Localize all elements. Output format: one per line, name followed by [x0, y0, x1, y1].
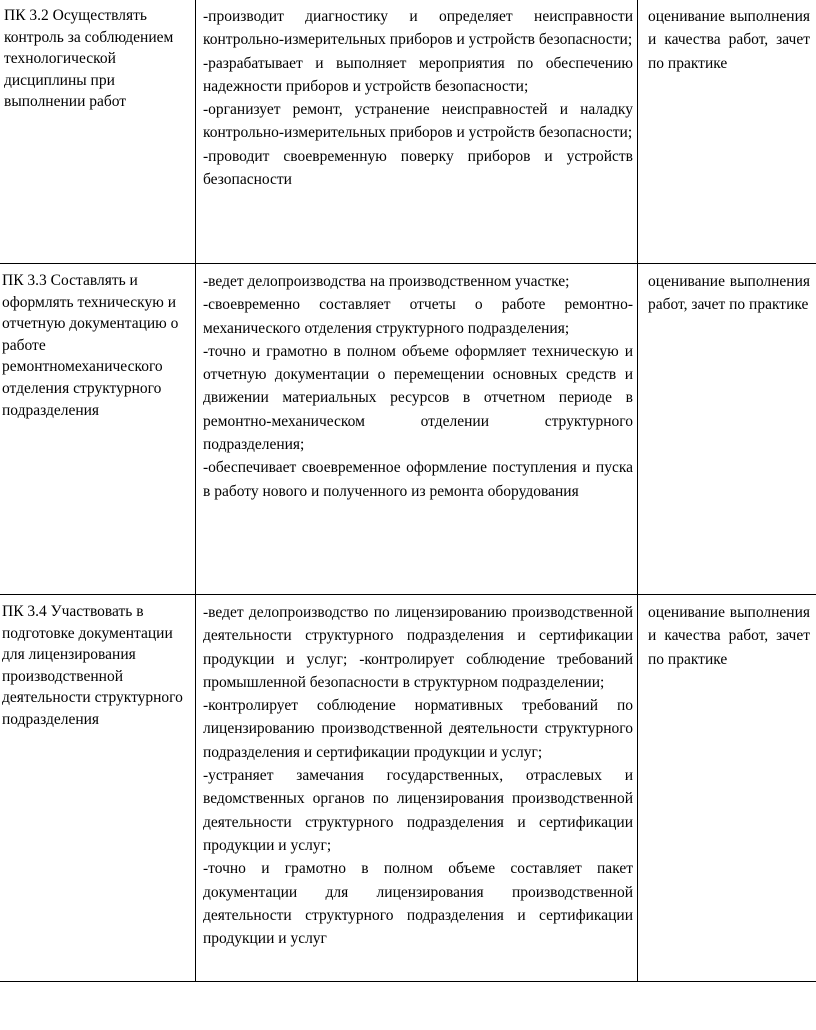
indicators-cell: [196, 595, 638, 982]
indicator-item: -точно и грамотно в полном объеме составляет пакет документации для лицензирования производственной деятельности структурного подразделения и сертификации продукции и услуг: [203, 860, 633, 948]
indicator-item: -ведет делопроизводство по лицензированию производственной деятельности структурного подразделения и сертификации продукции и услуг; -контролирует соблюдение требований промышленной безопасности в структурном подразделении;: [203, 604, 633, 691]
indicators-cell: [196, 0, 638, 264]
indicators-cell: [196, 264, 638, 595]
table-row: [0, 264, 816, 595]
criteria-cell: [638, 264, 816, 595]
competency-text: ПК 3.2 Осуществлять контроль за соблюдением технологической дисциплины при выполнении работ: [4, 7, 174, 111]
indicators-list: [196, 595, 637, 950]
competency-text: ПК 3.4 Участвовать в подготовке документации для лицензирования производственной деятельности структурного подразделения: [2, 603, 183, 728]
indicator-item: -точно и грамотно в полном объеме оформляет техническую и отчетную документации о перемещении основных средств и движении материальных ресурсов в отчетном периоде в ремонтно-механическом отделении структурного подразделения;: [203, 342, 633, 454]
indicator-item: -обеспечивает своевременное оформление поступления и пуска в работу нового и полученного из ремонта оборудования: [203, 459, 633, 500]
criteria-cell: [638, 595, 816, 982]
indicators-list: [196, 264, 637, 503]
indicator-item: -устраняет замечания государственных, отраслевых и ведомственных органов по лицензирования производственной деятельности структурного подразделения и сертификации продукции и услуг;: [203, 767, 633, 854]
criteria-text: оценивание выполнения и качества работ, зачет по практике: [648, 8, 810, 72]
indicator-item: -производит диагностику и определяет неисправности контрольно-измерительных приборов и устройств безопасности;: [203, 8, 633, 49]
indicator-item: -ведет делопроизводства на производственном участке;: [203, 273, 570, 290]
indicators-list: [196, 0, 637, 191]
criteria-text: оценивание выполнения работ, зачет по практике: [648, 273, 810, 314]
competency-text: ПК 3.3 Составлять и оформлять техническую и отчетную документацию о работе ремонтномеханического отделения структурного подразделения: [2, 272, 179, 419]
indicator-item: -контролирует соблюдение нормативных требований по лицензированию производственной деятельности структурного подразделения и сертификации продукции и услуг;: [203, 697, 633, 761]
criteria-text: оценивание выполнения и качества работ, зачет по практике: [648, 604, 810, 668]
indicator-item: -своевременно составляет отчеты о работе ремонтно-механического отделения структурного подразделения;: [203, 296, 633, 337]
competency-cell: [0, 595, 196, 982]
criteria-cell: [638, 0, 816, 264]
indicator-item: -организует ремонт, устранение неисправностей и наладку контрольно-измерительных приборов и устройств безопасности;: [203, 101, 633, 142]
table-row: [0, 595, 816, 982]
table-row: [0, 0, 816, 264]
indicator-item: -разрабатывает и выполняет мероприятия по обеспечению надежности приборов и устройств безопасности;: [203, 54, 633, 95]
competency-cell: [0, 0, 196, 264]
indicator-item: -проводит своевременную поверку приборов и устройств безопасности: [203, 147, 633, 189]
competency-cell: [0, 264, 196, 595]
